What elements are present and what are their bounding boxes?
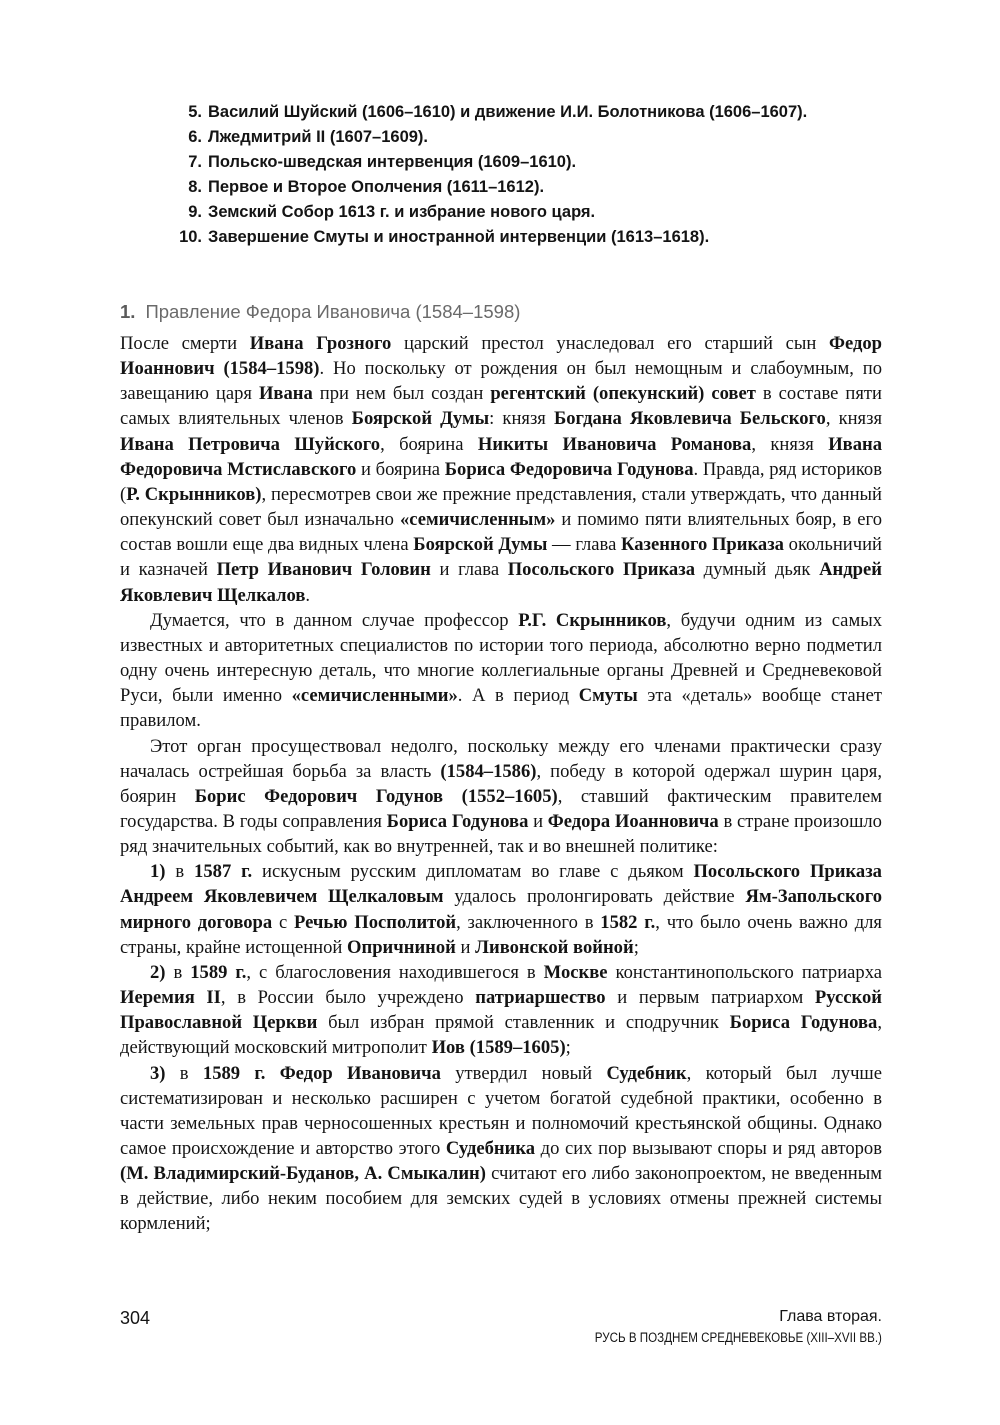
- bold-term: 3): [150, 1062, 166, 1084]
- bold-term: Петр Иванович Головин: [216, 559, 431, 581]
- bold-term: Боярской Думы: [413, 534, 548, 556]
- bold-term: Смуты: [578, 685, 638, 707]
- toc-item: [158, 200, 918, 225]
- bold-term: Опричниной: [347, 936, 456, 958]
- bold-term: Судебник: [606, 1062, 687, 1084]
- toc-item-text: Василий Шуйский (1606–1610) и движение И.И. Болотникова (1606–1607).: [208, 103, 808, 121]
- bold-term: Посольского Приказа Андреем Яковлевичем Щелкаловым: [120, 861, 882, 908]
- toc-item: [158, 125, 918, 150]
- bold-term: Р.Г. Скрынников: [518, 609, 667, 631]
- bold-term: Ям-Запольского мирного договора: [120, 886, 882, 933]
- bold-term: Андрей Яковлевич Щелкалов: [120, 559, 882, 606]
- bold-term: Ивана: [258, 383, 313, 405]
- bold-term: Речью Посполитой: [294, 911, 457, 933]
- bold-term: Бориса Годунова: [386, 810, 529, 832]
- toc-item-text: Польско-шведская интервенция (1609–1610).: [208, 153, 577, 171]
- running-header: [548, 1306, 882, 1348]
- toc-item-text: Лжедмитрий II (1607–1609).: [208, 128, 429, 146]
- toc-item: [158, 175, 918, 200]
- toc-item-text: Первое и Второе Ополчения (1611–1612).: [208, 178, 545, 196]
- bold-term: Бориса Годунова: [729, 1012, 878, 1034]
- bold-term: 1587 г.: [194, 861, 253, 883]
- toc-item-number: 8.: [188, 178, 202, 196]
- section-number: 1.: [120, 301, 136, 322]
- bold-term: патриаршество: [475, 987, 606, 1009]
- list-item: 2) в 1589 г., с благословения находившегося в Москве константинопольского патриарха Иеремия II, в России было учреждено патриаршество и первым патриархом Русской Православной Церкви был избран прямой ставленник и сподручник Бориса Годунова, действующий московский митрополит Иов (1589–1605);: [120, 961, 883, 1059]
- bold-term: Иов (1589–1605): [431, 1037, 566, 1059]
- bold-term: Бориса Федоровича Годунова: [444, 458, 694, 480]
- chapter-label: Глава вторая.: [779, 1308, 882, 1325]
- bold-term: Судебника: [445, 1138, 536, 1159]
- bold-term: Боярской Думы: [351, 408, 490, 430]
- bold-term: Никиты Ивановича Романова: [477, 433, 752, 455]
- bold-term: регентский (опекунский) совет: [490, 383, 756, 405]
- bold-term: 1589 г.: [190, 961, 247, 983]
- bold-term: Русской Православной Церкви: [120, 987, 882, 1034]
- bold-term: Богдана Яковлевича Бельского: [553, 408, 826, 430]
- paragraph: Этот орган просуществовал недолго, поскольку между его членами практически сразу началась острейшая борьба за власть (1584–1586), победу в которой одержал шурин царя, боярин Борис Федорович Годунов (1552–1605), ставший фактическим правителем государства. В годы соправления Бориса Годунова и Федора Иоанновича в стране произошло ряд значительных событий, как во внутренней, так и во внешней политике:: [120, 735, 882, 858]
- toc-item: [158, 225, 918, 250]
- bold-term: 2): [150, 961, 166, 983]
- table-of-contents: [158, 100, 918, 250]
- bold-term: 1): [150, 861, 166, 883]
- toc-item-text: Земский Собор 1613 г. и избрание нового царя.: [208, 203, 596, 221]
- chapter-title: РУСЬ В ПОЗДНЕМ СРЕДНЕВЕКОВЬЕ (XIII–XVII ВВ.): [594, 1330, 882, 1345]
- bold-term: Москве: [543, 961, 608, 983]
- toc-item-text: Завершение Смуты и иностранной интервенции (1613–1618).: [208, 228, 710, 246]
- page-number: 304: [120, 1308, 151, 1328]
- toc-item-number: 6.: [188, 128, 202, 146]
- toc-item-number: 9.: [188, 203, 202, 221]
- bold-term: Посольского Приказа: [507, 559, 695, 581]
- list-item: 3) в 1589 г. Федор Ивановича утвердил новый Судебник, который был лучше систематизирован и несколько расширен с учетом богатой судебной практики, особенно в части земельных прав черносошенных крестьян и полномочий крестьянской общины. Однако самое происхождение и авторство этого Судебника до сих пор вызывают споры и ряд авторов (М. Владимирский-Буданов, А. Смыкалин) считают его либо законопроектом, не введенным в действие, либо неким пособием для земских судей в условиях отмены прежней системы кормлений;: [120, 1062, 882, 1235]
- bold-term: «семичисленными»: [291, 685, 458, 707]
- bold-term: (М. Владимирский-Буданов, А. Смыкалин): [120, 1163, 486, 1185]
- bold-term: Ивана Грозного: [249, 333, 392, 354]
- bold-term: «семичисленным»: [399, 509, 556, 531]
- body-text: [120, 331, 882, 1237]
- bold-term: Иеремия II: [120, 987, 221, 1009]
- bold-term: Федора Иоанновича: [547, 810, 719, 832]
- toc-item-number: 5.: [188, 103, 202, 121]
- bold-term: Федор Иоаннович (1584–1598): [120, 333, 882, 380]
- bold-term: Р. Скрынников): [126, 483, 262, 505]
- toc-item: [158, 100, 918, 125]
- list-item: 1) в 1587 г. искусным русским дипломатам во главе с дьяком Посольского Приказа Андреем Яковлевичем Щелкаловым удалось пролонгировать действие Ям-Запольского мирного договора с Речью Посполитой, заключенного в 1582 г., что было очень важно для страны, крайне истощенной Опричниной и Ливонской войной;: [120, 861, 882, 958]
- toc-item-number: 7.: [188, 153, 202, 171]
- section-title: Правление Федора Ивановича (1584–1598): [145, 301, 521, 322]
- bold-term: 1589 г. Федор Ивановича: [202, 1062, 441, 1084]
- toc-item: [158, 150, 918, 175]
- bold-term: Ивана Федоровича Мстиславского: [120, 433, 882, 480]
- toc-item-number: 10.: [179, 228, 202, 246]
- bold-term: Казенного Приказа: [621, 534, 784, 556]
- bold-term: (1584–1586): [440, 760, 537, 782]
- paragraph: Думается, что в данном случае профессор Р.Г. Скрынников, будучи одним из самых известных и авторитетных специалистов по истории того периода, абсолютно верно подметил одну очень интересную деталь, что многие коллегиальные органы Древней и Средневековой Руси, были именно «семичисленными». А в период Смуты эта «деталь» вообще станет правилом.: [120, 609, 883, 732]
- bold-term: Борис Федорович Годунов (1552–1605): [194, 785, 558, 807]
- section-heading: [120, 299, 900, 325]
- paragraph: После смерти Ивана Грозного царский престол унаследовал его старший сын Федор Иоаннович (1584–1598). Но поскольку от рождения он был немощным и слабоумным, по завещанию царя Ивана при нем был создан регентский (опекунский) совет в составе пяти самых влиятельных членов Боярской Думы: князя Богдана Яковлевича Бельского, князя Ивана Петровича Шуйского, боярина Никиты Ивановича Романова, князя Ивана Федоровича Мстиславского и боярина Бориса Федоровича Годунова. Правда, ряд историков (Р. Скрынников), пересмотрев свои же прежние представления, стали утверждать, что данный опекунский совет был изначально «семичисленным» и помимо пяти влиятельных бояр, в его состав вошли еще два видных члена Боярской Думы — глава Казенного Приказа окольничий и казначей Петр Иванович Головин и глава Посольского Приказа думный дьяк Андрей Яковлевич Щелкалов.: [120, 333, 883, 606]
- bold-term: Ливонской войной: [475, 936, 634, 958]
- bold-term: Ивана Петровича Шуйского: [120, 433, 381, 455]
- bold-term: 1582 г.: [600, 911, 656, 933]
